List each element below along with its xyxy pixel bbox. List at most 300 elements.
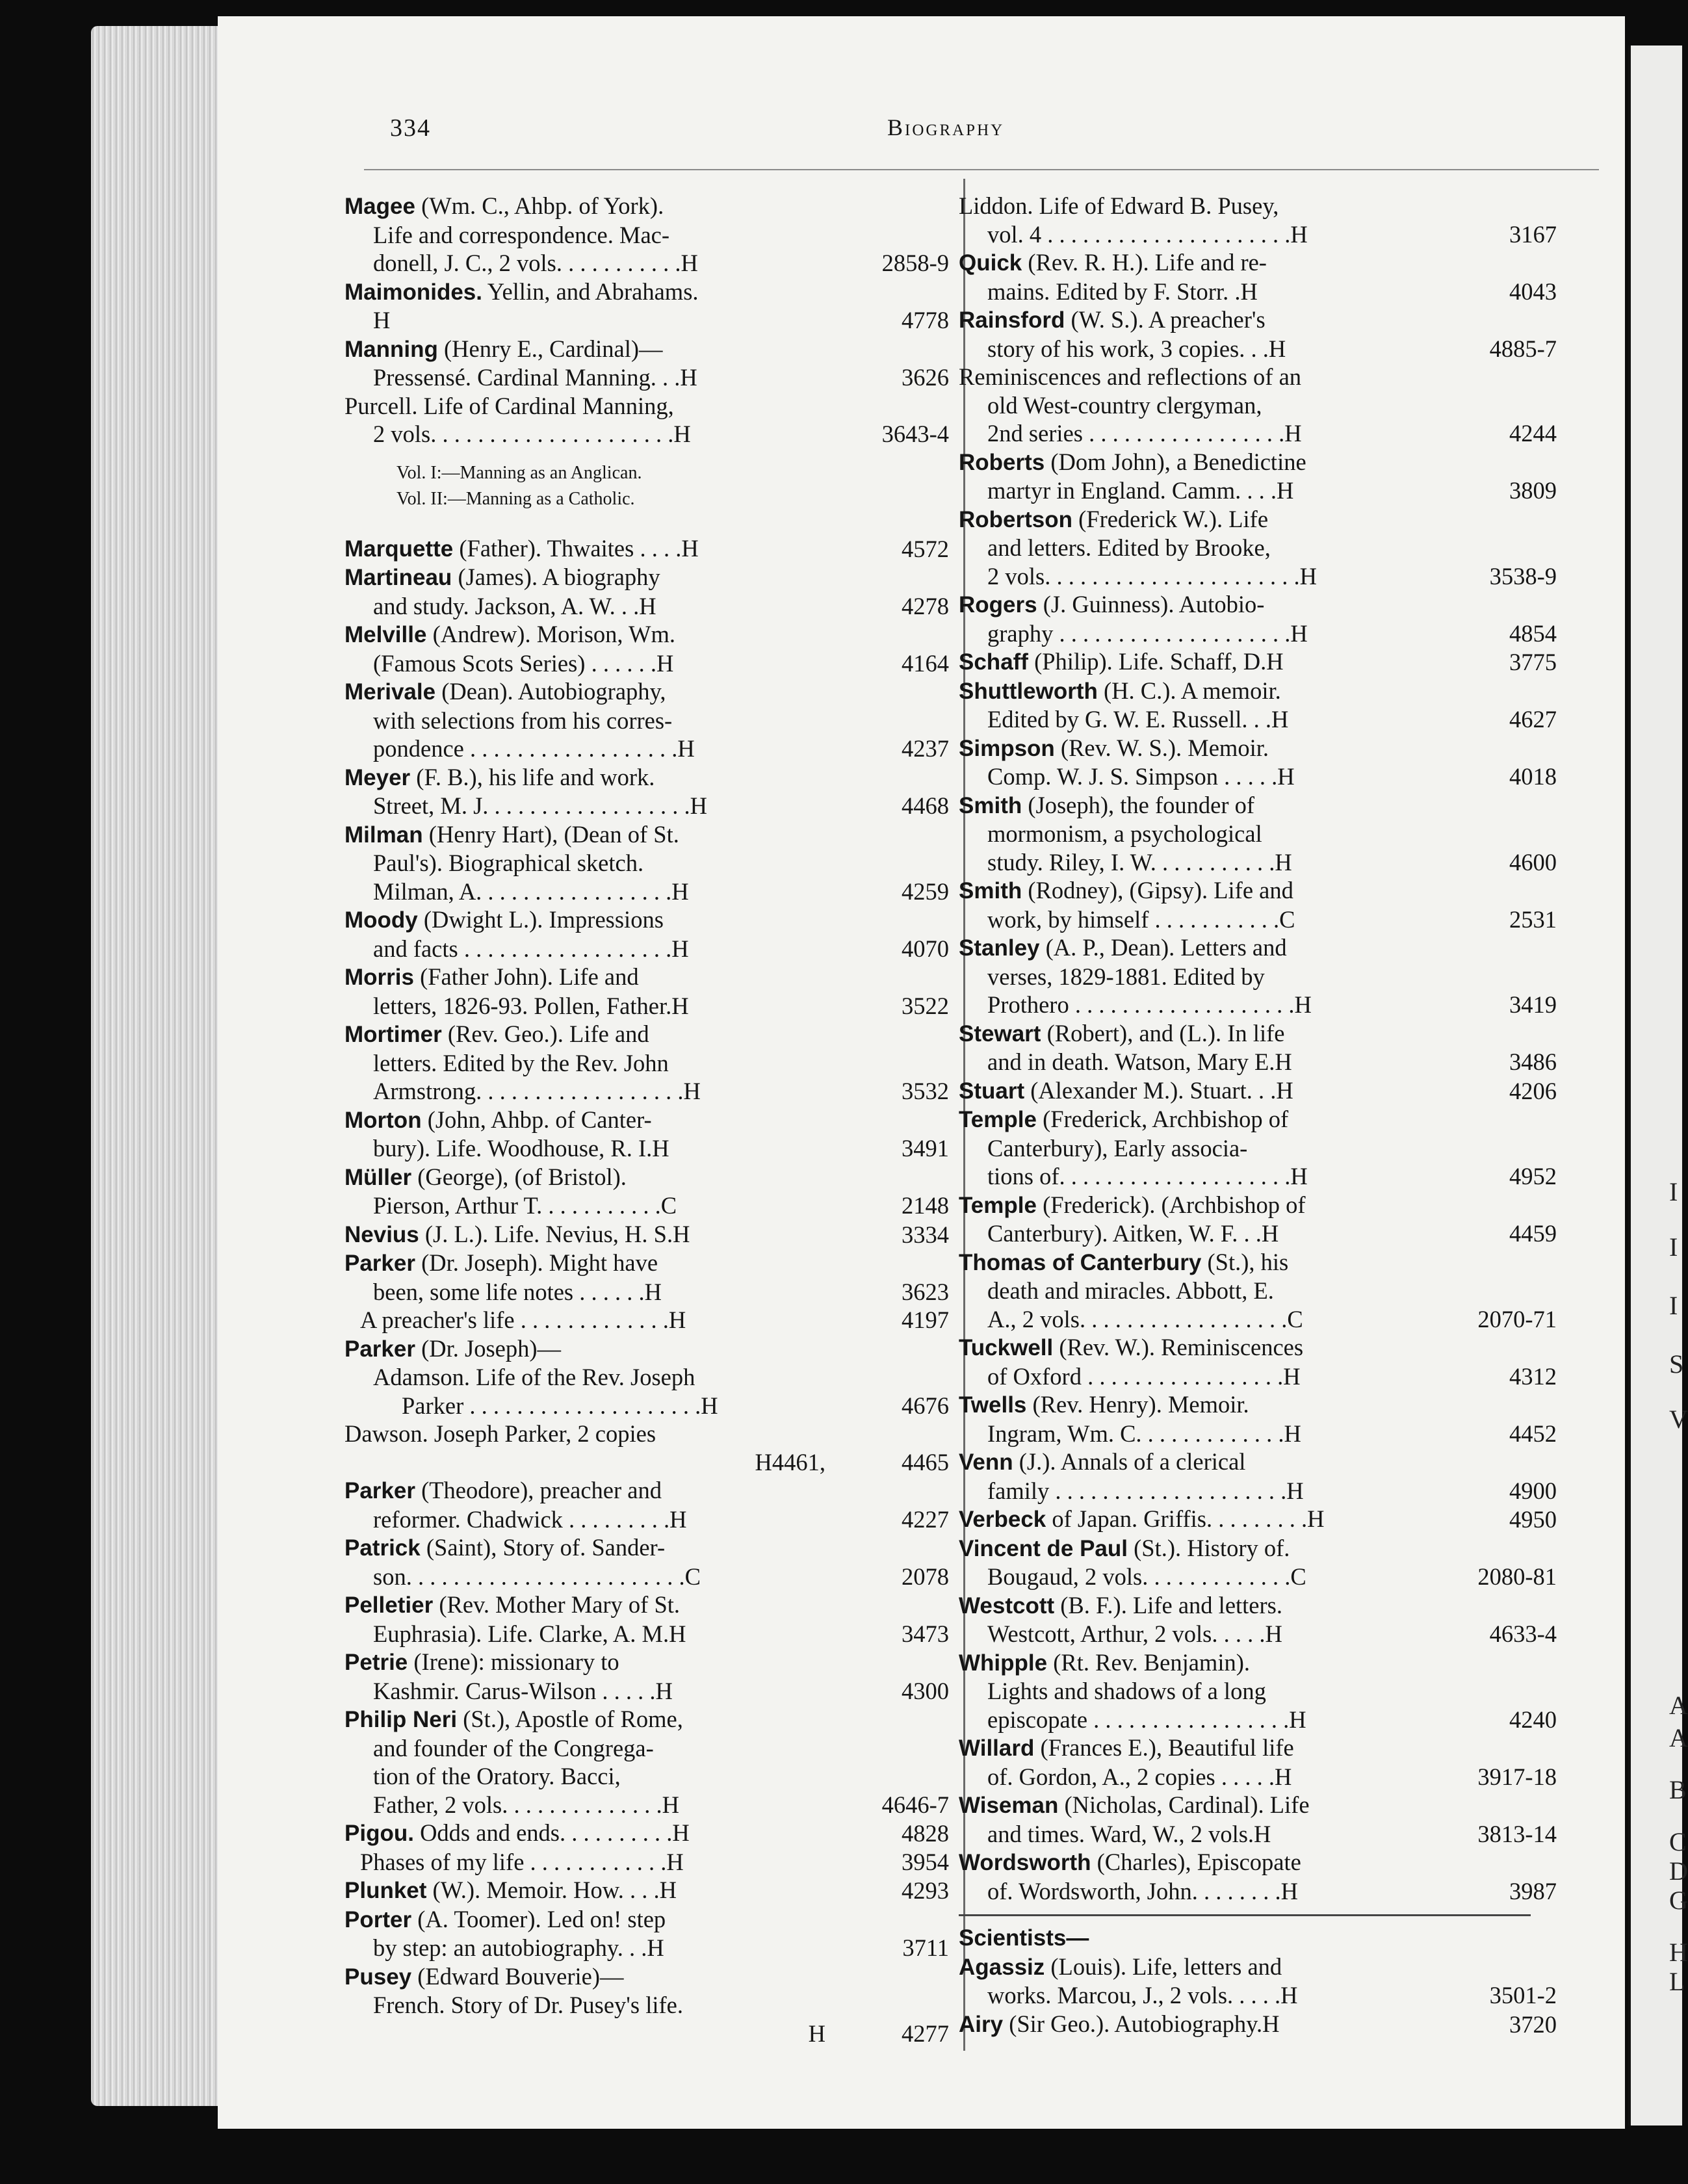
entry-line [959, 562, 1433, 591]
call-number: 3987 [1509, 1877, 1557, 1904]
call-number: 4164 [902, 649, 949, 677]
entry-name: Stuart [959, 1078, 1025, 1104]
entry-text: pondence . . . . . . . . . . . . . . . . . .H [373, 735, 695, 762]
entry-line [344, 2020, 825, 2048]
index-entry [959, 1390, 1557, 1448]
entry-text: bury). Life. Woodhouse, R. I.H [373, 1135, 669, 1162]
call-number: 4070 [902, 935, 949, 962]
entry-line [959, 1620, 1433, 1648]
entry-line [959, 991, 1433, 1019]
entry-line [344, 192, 825, 221]
entry-line [344, 820, 825, 850]
entry-text: Westcott, Arthur, 2 vols. . . . .H [987, 1620, 1282, 1647]
entry-name: Pusey [344, 1964, 412, 1990]
index-entry [344, 1476, 949, 1533]
entry-text: (Dom John), a Benedictine [1045, 448, 1306, 475]
index-entry [344, 1905, 949, 1962]
entry-name: Schaff [959, 649, 1028, 675]
call-number: 4227 [902, 1505, 949, 1533]
entry-name: Smith [959, 792, 1022, 818]
entry-name: Airy [959, 2011, 1004, 2037]
facing-page-letter: A [1669, 1723, 1688, 1752]
right-column [959, 192, 1557, 2038]
call-number: 3538-9 [1489, 562, 1557, 590]
entry-line [959, 1277, 1433, 1305]
index-entry [344, 905, 949, 963]
entry-line [959, 848, 1433, 877]
call-number: 3623 [902, 1278, 949, 1305]
call-number: 4459 [1509, 1220, 1557, 1247]
entry-line [344, 1363, 825, 1392]
entry-text: tions of. . . . . . . . . . . . . . . . . . . .H [987, 1163, 1308, 1190]
entry-line [344, 1677, 825, 1706]
entry-name: Maimonides. [344, 279, 482, 305]
entry-name: Milman [344, 822, 423, 848]
entry-text: episcopate . . . . . . . . . . . . . . . . .H [987, 1706, 1306, 1733]
entry-text: (B. F.). Life and letters. [1054, 1591, 1282, 1618]
call-number: 2078 [902, 1563, 949, 1590]
entry-text: donell, J. C., 2 vols. . . . . . . . . . .H [373, 250, 698, 276]
call-number: 4633-4 [1489, 1620, 1557, 1647]
entry-text: family . . . . . . . . . . . . . . . . . . . .H [987, 1477, 1304, 1504]
entry-name: Mortimer [344, 1022, 442, 1047]
index-entry [344, 1533, 949, 1591]
header-rule [364, 169, 1599, 170]
entry-name: Tuckwell [959, 1335, 1054, 1360]
entry-text: works. Marcou, J., 2 vols. . . . .H [987, 1982, 1298, 2008]
entry-text: (Wm. C., Ahbp. of York). [415, 192, 664, 219]
index-entry [959, 677, 1557, 734]
page-number: 334 [390, 114, 431, 142]
entry-text: (Frederick). (Archbishop of [1036, 1191, 1306, 1218]
entry-line [959, 1848, 1433, 1877]
call-number: 4600 [1509, 848, 1557, 876]
entry-note: Vol. I:—Manning as an Anglican. [396, 462, 642, 483]
entry-text: Phases of my life . . . . . . . . . . . .H [360, 1848, 684, 1875]
call-number: 4312 [1509, 1362, 1557, 1390]
page-header [218, 114, 1625, 153]
call-number: 4240 [1509, 1706, 1557, 1733]
entry-text: of Japan. Griffis. . . . . . . . .H [1046, 1505, 1325, 1532]
entry-line [959, 590, 1433, 619]
entry-name: Meyer [344, 764, 411, 790]
entry-line [344, 1905, 825, 1934]
entry-text: Pierson, Arthur T. . . . . . . . . . .C [373, 1192, 677, 1219]
entry-line [344, 221, 825, 250]
call-number: 3813-14 [1477, 1820, 1557, 1847]
entry-line [344, 1734, 825, 1763]
entry-name: Rogers [959, 592, 1037, 618]
entry-line [344, 249, 825, 278]
index-entry [959, 1953, 1557, 2010]
call-number: 4206 [1509, 1077, 1557, 1104]
index-entry [344, 1448, 949, 1477]
index-entry [344, 1163, 949, 1220]
entry-text: Kashmir. Carus-Wilson . . . . .H [373, 1677, 673, 1704]
call-number: 4244 [1509, 420, 1557, 447]
entry-line [344, 963, 825, 992]
entry-text: (Louis). Life, letters and [1045, 1953, 1282, 1980]
index-entry [959, 1505, 1557, 1534]
entry-line [344, 1392, 825, 1420]
entry-line [959, 248, 1433, 278]
index-entry [959, 590, 1557, 647]
call-number: 3626 [902, 364, 949, 391]
entry-text: Bougaud, 2 vols. . . . . . . . . . . . .C [987, 1563, 1306, 1590]
entry-text: (St.), Apostle of Rome, [457, 1706, 683, 1732]
entry-text: mormonism, a psychological [987, 820, 1262, 847]
entry-line [344, 620, 825, 649]
entry-line [959, 419, 1433, 448]
entry-text: been, some life notes . . . . . .H [373, 1278, 662, 1305]
index-entry [959, 647, 1557, 677]
entry-text: and founder of the Congrega- [373, 1734, 654, 1762]
entry-text: (Frederick W.). Life [1072, 505, 1269, 532]
call-number: 4952 [1509, 1163, 1557, 1190]
entry-line [959, 1820, 1433, 1849]
entry-name: Melville [344, 622, 427, 647]
entry-line [959, 2010, 1433, 2039]
entry-text: (H. C.). A memoir. [1097, 677, 1281, 704]
section-heading: Scientists— [959, 1925, 1089, 1951]
entry-line [344, 1420, 825, 1448]
entry-text: (Charles), Episcopate [1091, 1849, 1301, 1875]
index-entry [959, 1848, 1557, 1905]
entry-text: Paul's). Biographical sketch. [373, 850, 644, 876]
call-number: 3775 [1509, 649, 1557, 675]
entry-line [959, 1019, 1433, 1048]
index-entry [344, 1876, 949, 1905]
entry-name: Philip Neri [344, 1707, 458, 1732]
index-entry [344, 1420, 949, 1448]
entry-line [344, 1991, 825, 2020]
entry-name: Parker [344, 1336, 415, 1362]
entry-line [959, 963, 1433, 991]
entry-text: letters, 1826-93. Pollen, Father.H [373, 992, 689, 1019]
entry-name: Rainsford [959, 307, 1065, 333]
entry-text: (St.). History of. [1128, 1534, 1290, 1561]
entry-line [344, 992, 825, 1020]
index-entry [959, 248, 1557, 306]
index-entry [959, 876, 1557, 933]
index-entry [959, 448, 1557, 505]
entry-line [344, 420, 825, 448]
entry-line [959, 1333, 1433, 1362]
facing-page-letter: I [1669, 1177, 1678, 1206]
entry-text: (Dr. Joseph)— [415, 1334, 562, 1362]
entry-name: Temple [959, 1107, 1037, 1132]
call-number: 3720 [1509, 2010, 1557, 2038]
entry-name: Stanley [959, 935, 1040, 961]
index-entry [344, 563, 949, 620]
entry-line [344, 1334, 825, 1364]
entry-line [344, 1791, 825, 1819]
entry-line [344, 1934, 825, 1962]
call-number: 4043 [1509, 278, 1557, 305]
entry-line [959, 391, 1433, 420]
call-number: 4465 [902, 1448, 949, 1476]
facing-page-letter: D [1669, 1856, 1688, 1886]
index-entry [344, 1106, 949, 1163]
entry-text: (James). A biography [452, 564, 660, 590]
entry-text: (J. L.). Life. Nevius, H. S.H [419, 1220, 690, 1247]
entry-text: (Rev. Geo.). Life and [441, 1020, 649, 1047]
entry-name: Twells [959, 1392, 1027, 1418]
facing-page-letter: C [1669, 1827, 1687, 1856]
entry-text: mains. Edited by F. Storr. .H [987, 278, 1258, 305]
call-number: 2858-9 [881, 250, 949, 276]
entry-text: (Dr. Joseph). Might have [415, 1249, 658, 1276]
index-entry [959, 1076, 1557, 1106]
entry-text: Pressensé. Cardinal Manning. . .H [373, 364, 697, 391]
entry-text: (Edward Bouverie)— [411, 1962, 624, 1990]
entry-line [344, 1819, 825, 1848]
entry-text: (Philip). Life. Schaff, D.H [1028, 648, 1284, 675]
entry-line [344, 1077, 825, 1106]
entry-line [344, 1249, 825, 1278]
index-entry [344, 677, 949, 763]
entry-text: work, by himself . . . . . . . . . . .C [987, 905, 1295, 933]
entry-text: (Henry E., Cardinal)— [437, 335, 663, 362]
entry-line [959, 791, 1433, 820]
entry-text: story of his work, 3 copies. . .H [987, 335, 1286, 362]
entry-line [344, 1106, 825, 1135]
entry-line [959, 647, 1433, 677]
entry-text: (Nicholas, Cardinal). Life [1058, 1791, 1310, 1818]
entry-line [344, 649, 825, 678]
entry-text: (Rev. W. S.). Memoir. [1054, 734, 1269, 761]
call-number: 4259 [902, 878, 949, 905]
call-number: 4277 [902, 2020, 949, 2047]
entry-line [344, 592, 825, 621]
entry-name: Robertson [959, 506, 1072, 532]
entry-name: Pelletier [344, 1592, 434, 1618]
index-entry [959, 1333, 1557, 1390]
entry-line [344, 392, 825, 421]
index-entry [344, 192, 949, 278]
entry-text: Comp. W. J. S. Simpson . . . . .H [987, 763, 1295, 790]
entry-line [344, 849, 825, 878]
call-number: 3334 [902, 1221, 949, 1248]
entry-line [344, 1563, 825, 1591]
call-number: 4854 [1509, 619, 1557, 647]
entry-text: Liddon. Life of Edward B. Pusey, [959, 192, 1279, 219]
call-number: 4646-7 [881, 1791, 949, 1818]
call-number: 4828 [902, 1820, 949, 1847]
call-number: 3522 [902, 992, 949, 1019]
entry-line [959, 1877, 1433, 1906]
facing-page-letter: S [1669, 1349, 1684, 1379]
entry-text: reformer. Chadwick . . . . . . . . .H [373, 1505, 687, 1533]
entry-line [344, 1962, 825, 1992]
entry-line [959, 1563, 1433, 1591]
index-entry [959, 791, 1557, 877]
index-entry [959, 1534, 1557, 1591]
index-entry [344, 1220, 949, 1249]
entry-text: (Andrew). Morison, Wm. [426, 621, 675, 647]
index-entry [344, 335, 949, 392]
call-number: 3419 [1509, 991, 1557, 1018]
entry-line [344, 763, 825, 792]
entry-name: Nevius [344, 1221, 419, 1247]
entry-name: Vincent de Paul [959, 1535, 1128, 1561]
entry-line [959, 1105, 1433, 1134]
entry-line [959, 1076, 1433, 1106]
entry-line [344, 1191, 825, 1220]
entry-line [344, 1620, 825, 1648]
entry-text: (Famous Scots Series) . . . . . .H [373, 649, 674, 677]
entry-text: Armstrong. . . . . . . . . . . . . . . . . .H [373, 1078, 701, 1104]
entry-name: Porter [344, 1906, 412, 1932]
entry-text: (Rt. Rev. Benjamin). [1047, 1648, 1250, 1676]
facing-page-letter: H [1669, 1938, 1688, 1967]
entry-text: French. Story of Dr. Pusey's life. [373, 1992, 683, 2018]
entry-line [959, 505, 1433, 534]
call-number: 3501-2 [1489, 1982, 1557, 2008]
entry-text: Euphrasia). Life. Clarke, A. M.H [373, 1620, 686, 1647]
index-entry [344, 963, 949, 1020]
entry-line [344, 734, 825, 763]
entry-text: (F. B.), his life and work. [410, 763, 655, 790]
entry-text: (Rev. Henry). Memoir. [1026, 1391, 1249, 1418]
entry-text: vol. 4 . . . . . . . . . . . . . . . . . . . . .H [987, 220, 1308, 248]
index-entry [344, 1705, 949, 1819]
entry-line [959, 448, 1433, 477]
index-entry [959, 734, 1557, 791]
entry-line [959, 306, 1433, 335]
entry-text: Canterbury), Early associa- [987, 1134, 1248, 1162]
entry-text: A., 2 vols. . . . . . . . . . . . . . . . . .C [987, 1305, 1303, 1332]
entry-name: Venn [959, 1450, 1013, 1475]
entry-line [959, 933, 1433, 963]
index-entry [959, 2010, 1557, 2039]
entry-name: Moody [344, 907, 418, 933]
entry-text: Canterbury). Aitken, W. F. . .H [987, 1220, 1279, 1247]
entry-note: Vol. II:—Manning as a Catholic. [396, 488, 635, 509]
index-entry [959, 1448, 1557, 1505]
entry-text: letters. Edited by the Rev. John [373, 1049, 669, 1076]
entry-text: (A. Toomer). Led on! step [411, 1905, 666, 1932]
entry-name: Quick [959, 250, 1022, 276]
entry-line [959, 1505, 1433, 1534]
call-number: 3491 [902, 1135, 949, 1162]
entry-line [344, 1533, 825, 1563]
entry-line [344, 1476, 825, 1505]
entry-text: Milman, A. . . . . . . . . . . . . . . . .H [373, 878, 689, 905]
entry-text: (Father John). Life and [413, 963, 639, 990]
entry-text: (Frederick, Archbishop of [1036, 1106, 1289, 1132]
index-entry [959, 306, 1557, 363]
entry-line [344, 707, 825, 735]
entry-text: 2nd series . . . . . . . . . . . . . . . . .H [987, 420, 1302, 447]
entry-line [959, 1591, 1433, 1620]
entry-line [344, 1278, 825, 1306]
entry-line [344, 534, 825, 564]
call-number: 3954 [902, 1848, 949, 1875]
entry-name: Temple [959, 1192, 1037, 1218]
entry-text: Lights and shadows of a long [987, 1678, 1266, 1704]
entry-line [344, 1220, 825, 1249]
entry-name: Plunket [344, 1878, 427, 1903]
entry-name: Manning [344, 336, 438, 362]
entry-name: Morris [344, 965, 414, 990]
entry-line [959, 476, 1433, 505]
index-entry [959, 505, 1557, 591]
entry-line [344, 1591, 825, 1620]
entry-line [959, 1362, 1433, 1391]
call-number: 2148 [902, 1192, 949, 1219]
entry-line [959, 1953, 1433, 1982]
entry-line [959, 192, 1433, 220]
entry-line [959, 1677, 1433, 1706]
entry-line [344, 1163, 825, 1192]
entry-text: Dawson. Joseph Parker, 2 copies [344, 1420, 656, 1447]
entry-text: (Rev. W.). Reminiscences [1053, 1334, 1304, 1360]
entry-text: (George), (of Bristol). [411, 1163, 627, 1190]
entry-name: Magee [344, 194, 415, 219]
entry-line [344, 792, 825, 820]
index-entry [959, 1105, 1557, 1191]
entry-text: (W. S.). A preacher's [1065, 306, 1266, 333]
entry-text: (Dwight L.). Impressions [417, 906, 664, 933]
entry-name: Stewart [959, 1020, 1041, 1046]
entry-name: Parker [344, 1478, 415, 1503]
entry-line [959, 1477, 1433, 1505]
call-number: 3917-18 [1477, 1763, 1557, 1790]
entry-line [344, 1505, 825, 1534]
entry-name: Smith [959, 878, 1022, 904]
facing-page-letter: L [1669, 1967, 1685, 1996]
entry-line [959, 1734, 1433, 1763]
index-entry [344, 1819, 949, 1848]
index-entry [344, 620, 949, 677]
entry-text: (W.). Memoir. How. . . .H [426, 1877, 677, 1903]
entry-text: Prothero . . . . . . . . . . . . . . . . . . .H [987, 991, 1312, 1018]
entry-text: verses, 1829-1881. Edited by [987, 963, 1265, 990]
entry-name: Petrie [344, 1650, 408, 1675]
entry-text: (Rodney), (Gipsy). Life and [1022, 877, 1293, 904]
entry-text: death and miracles. Abbott, E. [987, 1277, 1274, 1304]
left-column [344, 192, 949, 2048]
entry-text: of. Gordon, A., 2 copies . . . . .H [987, 1763, 1292, 1790]
entry-name: Willard [959, 1736, 1035, 1761]
facing-page-letter: V [1669, 1405, 1688, 1434]
entry-name: Thomas of Canterbury [959, 1249, 1202, 1275]
index-entry [344, 534, 949, 564]
call-number: 3473 [902, 1620, 949, 1647]
index-entry [344, 763, 949, 820]
index-entry [959, 363, 1557, 448]
section-rule [959, 1914, 1531, 1916]
facing-page-letter: G [1669, 1886, 1688, 1915]
index-entry [344, 1962, 949, 2048]
entry-text: (Rev. Mother Mary of St. [433, 1591, 681, 1618]
entry-text: A preacher's life . . . . . . . . . . . . .H [360, 1306, 686, 1333]
call-number: 3486 [1509, 1048, 1557, 1075]
entry-line [959, 278, 1433, 306]
index-entry [344, 1249, 949, 1306]
call-number: 4950 [1509, 1506, 1557, 1533]
entry-name: Westcott [959, 1592, 1055, 1618]
call-number: 4293 [902, 1877, 949, 1904]
entry-line [959, 820, 1433, 848]
entry-line [344, 1876, 825, 1905]
entry-text: Reminiscences and reflections of an [959, 363, 1302, 390]
entry-line [959, 1048, 1433, 1076]
entry-line [344, 1448, 825, 1477]
entry-name: Marquette [344, 536, 454, 562]
entry-text: Father, 2 vols. . . . . . . . . . . . . .H [373, 1791, 679, 1818]
